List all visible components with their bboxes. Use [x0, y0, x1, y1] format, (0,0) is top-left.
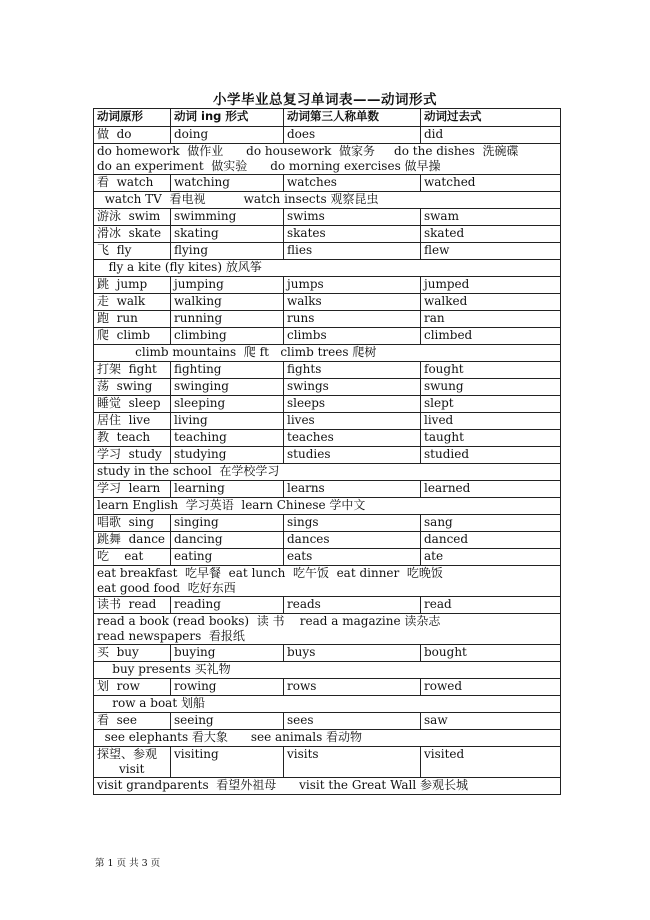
cell-text: sang — [424, 515, 453, 529]
cell-text: walking — [174, 294, 222, 308]
phrase-line: read newspapers 看报纸 — [97, 629, 245, 643]
verb-row — [94, 209, 561, 226]
cell-text: 读书 read — [97, 597, 157, 611]
base-form-cell — [94, 515, 171, 532]
third-person-cell — [284, 713, 421, 730]
phrase-line: eat good food 吃好东西 — [97, 581, 236, 595]
page-title: 小学毕业总复习单词表——动词形式 — [213, 92, 437, 108]
phrase-cell — [94, 345, 561, 362]
cell-text: skating — [174, 226, 219, 240]
past-tense-cell — [421, 447, 561, 464]
ing-form-cell — [171, 481, 284, 498]
base-form-cell — [94, 481, 171, 498]
cell-text: jumped — [424, 277, 470, 291]
cell-text: 做 do — [97, 127, 132, 141]
cell-text: reading — [174, 597, 221, 611]
ing-form-cell — [171, 175, 284, 192]
verb-row — [94, 277, 561, 294]
cell-text: fights — [287, 362, 322, 376]
third-person-cell — [284, 311, 421, 328]
phrase-cell — [94, 498, 561, 515]
ing-form-cell — [171, 328, 284, 345]
third-person-cell — [284, 679, 421, 696]
base-form-cell — [94, 362, 171, 379]
cell-text: does — [287, 127, 316, 141]
verb-row — [94, 311, 561, 328]
ing-form-cell — [171, 127, 284, 144]
phrase-cell — [94, 144, 561, 175]
third-person-cell — [284, 747, 421, 778]
verb-row — [94, 747, 561, 778]
past-tense-cell — [421, 747, 561, 778]
past-tense-cell — [421, 379, 561, 396]
phrase-row — [94, 730, 561, 747]
phrase-line: learn English 学习英语 learn Chinese 学中文 — [97, 498, 366, 512]
cell-text: swimming — [174, 209, 237, 223]
past-tense-cell — [421, 532, 561, 549]
base-form-cell — [94, 175, 171, 192]
ing-form-cell — [171, 396, 284, 413]
past-tense-cell — [421, 549, 561, 566]
past-tense-cell — [421, 413, 561, 430]
verb-row — [94, 515, 561, 532]
base-form-cell — [94, 447, 171, 464]
cell-text: flew — [424, 243, 450, 257]
cell-text: teaches — [287, 430, 334, 444]
phrase-line: visit grandparents 看望外祖母 visit the Great Wall 参观长城 — [97, 778, 468, 792]
phrase-row — [94, 464, 561, 481]
ing-form-cell — [171, 515, 284, 532]
past-tense-cell — [421, 515, 561, 532]
ing-form-cell — [171, 747, 284, 778]
third-person-cell — [284, 277, 421, 294]
cell-text: slept — [424, 396, 454, 410]
cell-text: sleeping — [174, 396, 226, 410]
ing-form-cell — [171, 362, 284, 379]
cell-text: sings — [287, 515, 319, 529]
cell-text: learned — [424, 481, 471, 495]
cell-text: 看 see — [97, 713, 137, 727]
ing-form-cell — [171, 379, 284, 396]
phrase-row — [94, 778, 561, 795]
header-third-person: 动词第三人称单数 — [284, 109, 421, 127]
phrase-row — [94, 144, 561, 175]
ing-form-cell — [171, 243, 284, 260]
cell-text: lives — [287, 413, 315, 427]
ing-form-cell — [171, 294, 284, 311]
base-form-cell — [94, 747, 171, 778]
cell-text: buys — [287, 645, 316, 659]
base-form-cell — [94, 549, 171, 566]
cell-text: studied — [424, 447, 470, 461]
base-form-cell — [94, 430, 171, 447]
cell-text: dances — [287, 532, 330, 546]
cell-text: 打架 fight — [97, 362, 157, 376]
phrase-line: row a boat 划船 — [97, 696, 205, 710]
header-base-form: 动词原形 — [94, 109, 171, 127]
base-form-cell — [94, 396, 171, 413]
cell-text: did — [424, 127, 444, 141]
verb-row — [94, 226, 561, 243]
verb-row — [94, 532, 561, 549]
cell-text: swam — [424, 209, 459, 223]
base-form-cell — [94, 328, 171, 345]
cell-text: climbed — [424, 328, 473, 342]
header-ing-form: 动词 ing 形式 — [171, 109, 284, 127]
phrase-cell — [94, 730, 561, 747]
cell-text: 看 watch — [97, 175, 154, 189]
third-person-cell — [284, 413, 421, 430]
past-tense-cell — [421, 430, 561, 447]
cell-text: 跑 run — [97, 311, 138, 325]
verb-row — [94, 597, 561, 614]
cell-text: read — [424, 597, 452, 611]
past-tense-cell — [421, 311, 561, 328]
base-form-cell — [94, 243, 171, 260]
verb-row — [94, 447, 561, 464]
phrase-line: do homework 做作业 do housework 做家务 do the dishes 洗碗碟 — [97, 144, 519, 158]
base-form-cell — [94, 294, 171, 311]
past-tense-cell — [421, 396, 561, 413]
cell-text: rowing — [174, 679, 217, 693]
phrase-row — [94, 662, 561, 679]
third-person-cell — [284, 127, 421, 144]
verb-row — [94, 396, 561, 413]
table-header-row — [94, 109, 561, 127]
phrase-cell — [94, 260, 561, 277]
cell-text: 学习 study — [97, 447, 162, 461]
cell-text: 划 row — [97, 679, 140, 693]
cell-text: singing — [174, 515, 219, 529]
past-tense-cell — [421, 243, 561, 260]
verb-row — [94, 430, 561, 447]
third-person-cell — [284, 549, 421, 566]
cell-text: 买 buy — [97, 645, 139, 659]
third-person-cell — [284, 243, 421, 260]
base-form-cell — [94, 597, 171, 614]
cell-text: 飞 fly — [97, 243, 132, 257]
verb-row — [94, 379, 561, 396]
phrase-line: see elephants 看大象 see animals 看动物 — [97, 730, 363, 744]
cell-text: ran — [424, 311, 445, 325]
third-person-cell — [284, 447, 421, 464]
cell-text: flying — [174, 243, 209, 257]
phrase-line: watch TV 看电视 watch insects 观察昆虫 — [97, 192, 379, 206]
cell-text: swims — [287, 209, 325, 223]
cell-text: eats — [287, 549, 313, 563]
third-person-cell — [284, 532, 421, 549]
phrase-cell — [94, 192, 561, 209]
past-tense-cell — [421, 481, 561, 498]
phrase-row — [94, 260, 561, 277]
cell-text: skates — [287, 226, 326, 240]
third-person-cell — [284, 481, 421, 498]
verb-row — [94, 175, 561, 192]
ing-form-cell — [171, 713, 284, 730]
cell-text: 学习 learn — [97, 481, 161, 495]
verb-row — [94, 243, 561, 260]
cell-text: skated — [424, 226, 465, 240]
cell-text: danced — [424, 532, 469, 546]
base-form-cell — [94, 379, 171, 396]
cell-text: studies — [287, 447, 331, 461]
cell-text: sleeps — [287, 396, 326, 410]
cell-text: climbing — [174, 328, 227, 342]
past-tense-cell — [421, 362, 561, 379]
verb-row — [94, 413, 561, 430]
cell-text: fought — [424, 362, 464, 376]
phrase-row — [94, 192, 561, 209]
phrase-row — [94, 345, 561, 362]
cell-text: 爬 climb — [97, 328, 151, 342]
cell-text: learns — [287, 481, 325, 495]
cell-text: taught — [424, 430, 464, 444]
phrase-line: do an experiment 做实验 do morning exercises 做早操 — [97, 159, 441, 173]
cell-text: watching — [174, 175, 230, 189]
cell-text: sees — [287, 713, 314, 727]
verb-row — [94, 481, 561, 498]
cell-subtext: visit — [119, 762, 145, 776]
phrase-cell — [94, 566, 561, 597]
cell-text: rowed — [424, 679, 463, 693]
phrase-line: climb mountains 爬 ft climb trees 爬树 — [97, 345, 377, 359]
cell-text: rows — [287, 679, 317, 693]
cell-text: living — [174, 413, 208, 427]
third-person-cell — [284, 515, 421, 532]
cell-text: walked — [424, 294, 468, 308]
past-tense-cell — [421, 209, 561, 226]
cell-text: swings — [287, 379, 329, 393]
cell-text: 滑冰 skate — [97, 226, 162, 240]
phrase-cell — [94, 696, 561, 713]
ing-form-cell — [171, 532, 284, 549]
third-person-cell — [284, 209, 421, 226]
phrase-line: read a book (read books) 读 书 read a magazine 读杂志 — [97, 614, 441, 628]
base-form-cell — [94, 679, 171, 696]
cell-text: buying — [174, 645, 216, 659]
ing-form-cell — [171, 430, 284, 447]
cell-text: doing — [174, 127, 209, 141]
cell-text: 走 walk — [97, 294, 146, 308]
past-tense-cell — [421, 294, 561, 311]
verb-row — [94, 127, 561, 144]
cell-text: jumping — [174, 277, 224, 291]
phrase-cell — [94, 662, 561, 679]
third-person-cell — [284, 328, 421, 345]
cell-text: ate — [424, 549, 444, 563]
past-tense-cell — [421, 328, 561, 345]
third-person-cell — [284, 645, 421, 662]
cell-text: 吃 eat — [97, 549, 144, 563]
cell-text: 荡 swing — [97, 379, 153, 393]
ing-form-cell — [171, 447, 284, 464]
cell-text: walks — [287, 294, 322, 308]
base-form-cell — [94, 127, 171, 144]
cell-text: swung — [424, 379, 464, 393]
verb-row — [94, 645, 561, 662]
cell-text: visiting — [174, 747, 219, 761]
verb-row — [94, 713, 561, 730]
past-tense-cell — [421, 127, 561, 144]
ing-form-cell — [171, 311, 284, 328]
past-tense-cell — [421, 679, 561, 696]
cell-text: runs — [287, 311, 315, 325]
cell-text: teaching — [174, 430, 227, 444]
past-tense-cell — [421, 226, 561, 243]
base-form-cell — [94, 713, 171, 730]
third-person-cell — [284, 597, 421, 614]
cell-text: flies — [287, 243, 313, 257]
cell-text: studying — [174, 447, 227, 461]
cell-text: visits — [287, 747, 319, 761]
past-tense-cell — [421, 277, 561, 294]
verb-row — [94, 679, 561, 696]
verb-row — [94, 294, 561, 311]
cell-text: jumps — [287, 277, 324, 291]
cell-text: learning — [174, 481, 225, 495]
ing-form-cell — [171, 597, 284, 614]
verb-row — [94, 328, 561, 345]
cell-text: 游泳 swim — [97, 209, 161, 223]
cell-text: 居住 live — [97, 413, 151, 427]
cell-text: running — [174, 311, 223, 325]
past-tense-cell — [421, 597, 561, 614]
base-form-cell — [94, 413, 171, 430]
cell-text: 跳 jump — [97, 277, 148, 291]
ing-form-cell — [171, 226, 284, 243]
cell-text: lived — [424, 413, 454, 427]
phrase-cell — [94, 778, 561, 795]
verb-row — [94, 549, 561, 566]
phrase-line: fly a kite (fly kites) 放风筝 — [97, 260, 262, 274]
third-person-cell — [284, 379, 421, 396]
cell-text: 跳舞 dance — [97, 532, 166, 546]
base-form-cell — [94, 311, 171, 328]
third-person-cell — [284, 396, 421, 413]
base-form-cell — [94, 226, 171, 243]
verb-forms-table — [93, 108, 561, 795]
table-body — [94, 127, 561, 795]
ing-form-cell — [171, 277, 284, 294]
cell-text: bought — [424, 645, 467, 659]
base-form-cell — [94, 277, 171, 294]
cell-text: reads — [287, 597, 321, 611]
cell-text: seeing — [174, 713, 214, 727]
cell-text: 探望、参观 — [97, 747, 158, 761]
third-person-cell — [284, 175, 421, 192]
cell-text: saw — [424, 713, 448, 727]
ing-form-cell — [171, 645, 284, 662]
phrase-line: eat breakfast 吃早餐 eat lunch 吃午饭 eat dinner 吃晚饭 — [97, 566, 443, 580]
cell-text: 唱歌 sing — [97, 515, 155, 529]
cell-text: dancing — [174, 532, 223, 546]
cell-text: 睡觉 sleep — [97, 396, 161, 410]
ing-form-cell — [171, 413, 284, 430]
verb-row — [94, 362, 561, 379]
phrase-line: study in the school 在学校学习 — [97, 464, 280, 478]
past-tense-cell — [421, 645, 561, 662]
page-footer: 第 1 页 共 3 页 — [95, 858, 161, 869]
cell-text: swinging — [174, 379, 229, 393]
third-person-cell — [284, 362, 421, 379]
cell-text: watches — [287, 175, 337, 189]
cell-text: 教 teach — [97, 430, 151, 444]
header-past-tense: 动词过去式 — [421, 109, 561, 127]
past-tense-cell — [421, 175, 561, 192]
cell-text: eating — [174, 549, 213, 563]
ing-form-cell — [171, 209, 284, 226]
cell-text: visited — [424, 747, 465, 761]
third-person-cell — [284, 226, 421, 243]
phrase-line: buy presents 买礼物 — [97, 662, 231, 676]
cell-text: fighting — [174, 362, 222, 376]
phrase-row — [94, 498, 561, 515]
base-form-cell — [94, 532, 171, 549]
cell-text: climbs — [287, 328, 327, 342]
third-person-cell — [284, 430, 421, 447]
third-person-cell — [284, 294, 421, 311]
base-form-cell — [94, 209, 171, 226]
phrase-row — [94, 614, 561, 645]
ing-form-cell — [171, 679, 284, 696]
phrase-row — [94, 566, 561, 597]
phrase-cell — [94, 464, 561, 481]
past-tense-cell — [421, 713, 561, 730]
phrase-cell — [94, 614, 561, 645]
ing-form-cell — [171, 549, 284, 566]
cell-text: watched — [424, 175, 476, 189]
phrase-row — [94, 696, 561, 713]
base-form-cell — [94, 645, 171, 662]
